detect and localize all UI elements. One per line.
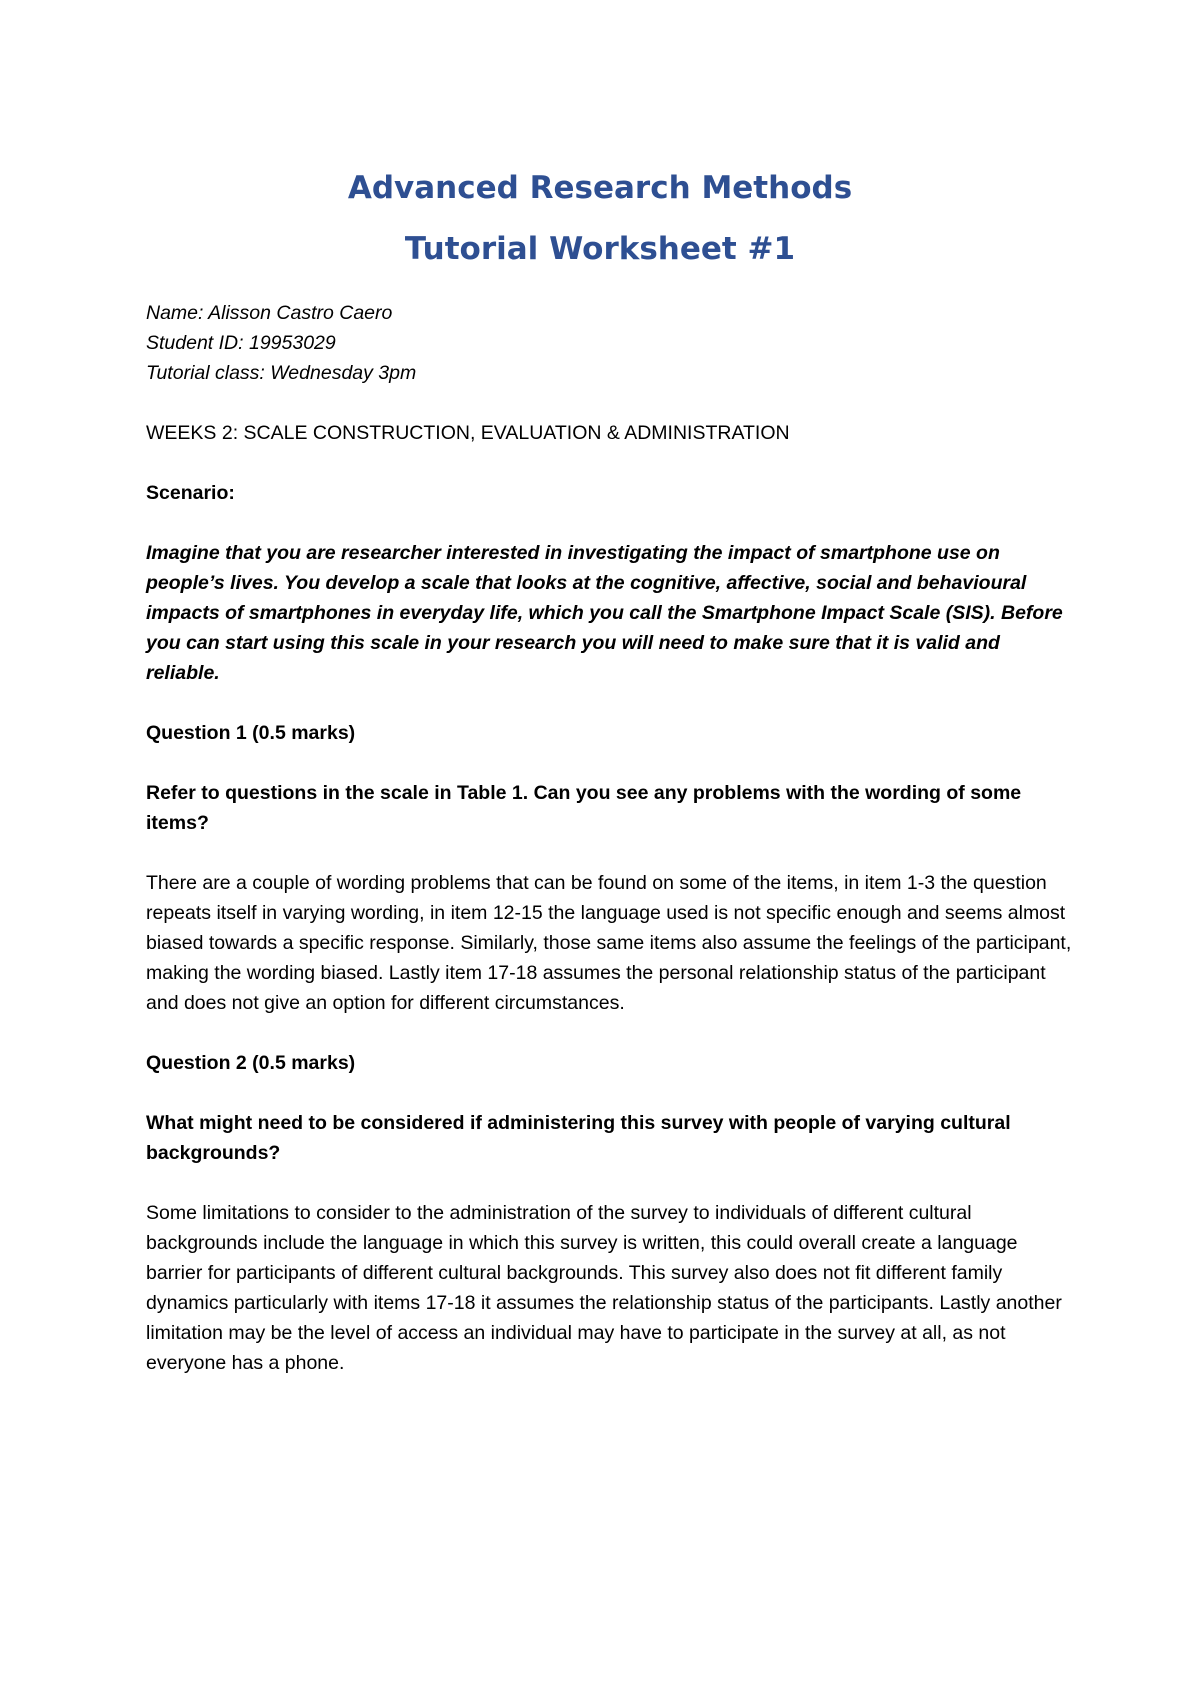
document-subtitle: Tutorial Worksheet #1: [404, 231, 796, 267]
spacer: [146, 508, 1076, 538]
question-1-answer: There are a couple of wording problems that can be found on some of the items, in item 1-3 the question repeats itself in varying wording, in item 12-15 the language used is not specific enough and seems almost biased towards a specific response. Similarly, those same items also assume the feelings of the participant, making the wording biased. Lastly item 17-18 assumes the personal relationship status of the participant and does not give an option for different circumstances.: [146, 872, 1072, 1014]
spacer: [146, 838, 1076, 868]
question-2-answer: Some limitations to consider to the administration of the survey to individuals of different cultural backgrounds include the language in which this survey is written, this could overall create a language barrier for participants of different cultural backgrounds. This survey also does not fit different family dynamics particularly with items 17-18 it assumes the relationship status of the participants. Lastly another limitation may be the level of access an individual may have to participate in the survey at all, as not everyone has a phone.: [146, 1202, 1062, 1374]
question-1-prompt: Refer to questions in the scale in Table 1. Can you see any problems with the wording of some items?: [146, 782, 1022, 834]
tutorial-class: Tutorial class: Wednesday 3pm: [146, 362, 417, 384]
document-body: [146, 298, 1076, 1378]
question-1-label: Question 1 (0.5 marks): [146, 722, 356, 744]
spacer: [146, 1168, 1076, 1198]
scenario-text: Imagine that you are researcher interested in investigating the impact of smartphone use on people’s lives. You develop a scale that looks at the cognitive, affective, social and behavioural impacts of smartphones in everyday life, which you call the Smartphone Impact Scale (SIS). Before you can start using this scale in your research you will need to make sure that it is valid and reliable.: [146, 542, 1063, 684]
student-name: Name: Alisson Castro Caero: [146, 302, 393, 324]
spacer: [146, 448, 1076, 478]
scenario-label: Scenario:: [146, 482, 235, 504]
week-heading: WEEKS 2: SCALE CONSTRUCTION, EVALUATION & ADMINISTRATION: [146, 422, 790, 444]
document-title: Advanced Research Methods: [347, 170, 853, 206]
spacer: [146, 1018, 1076, 1048]
spacer: [146, 388, 1076, 418]
student-id: Student ID: 19953029: [146, 332, 336, 354]
spacer: [146, 748, 1076, 778]
spacer: [146, 688, 1076, 718]
spacer: [146, 1078, 1076, 1108]
question-2-prompt: What might need to be considered if administering this survey with people of varying cultural backgrounds?: [146, 1112, 1011, 1164]
question-2-label: Question 2 (0.5 marks): [146, 1052, 356, 1074]
